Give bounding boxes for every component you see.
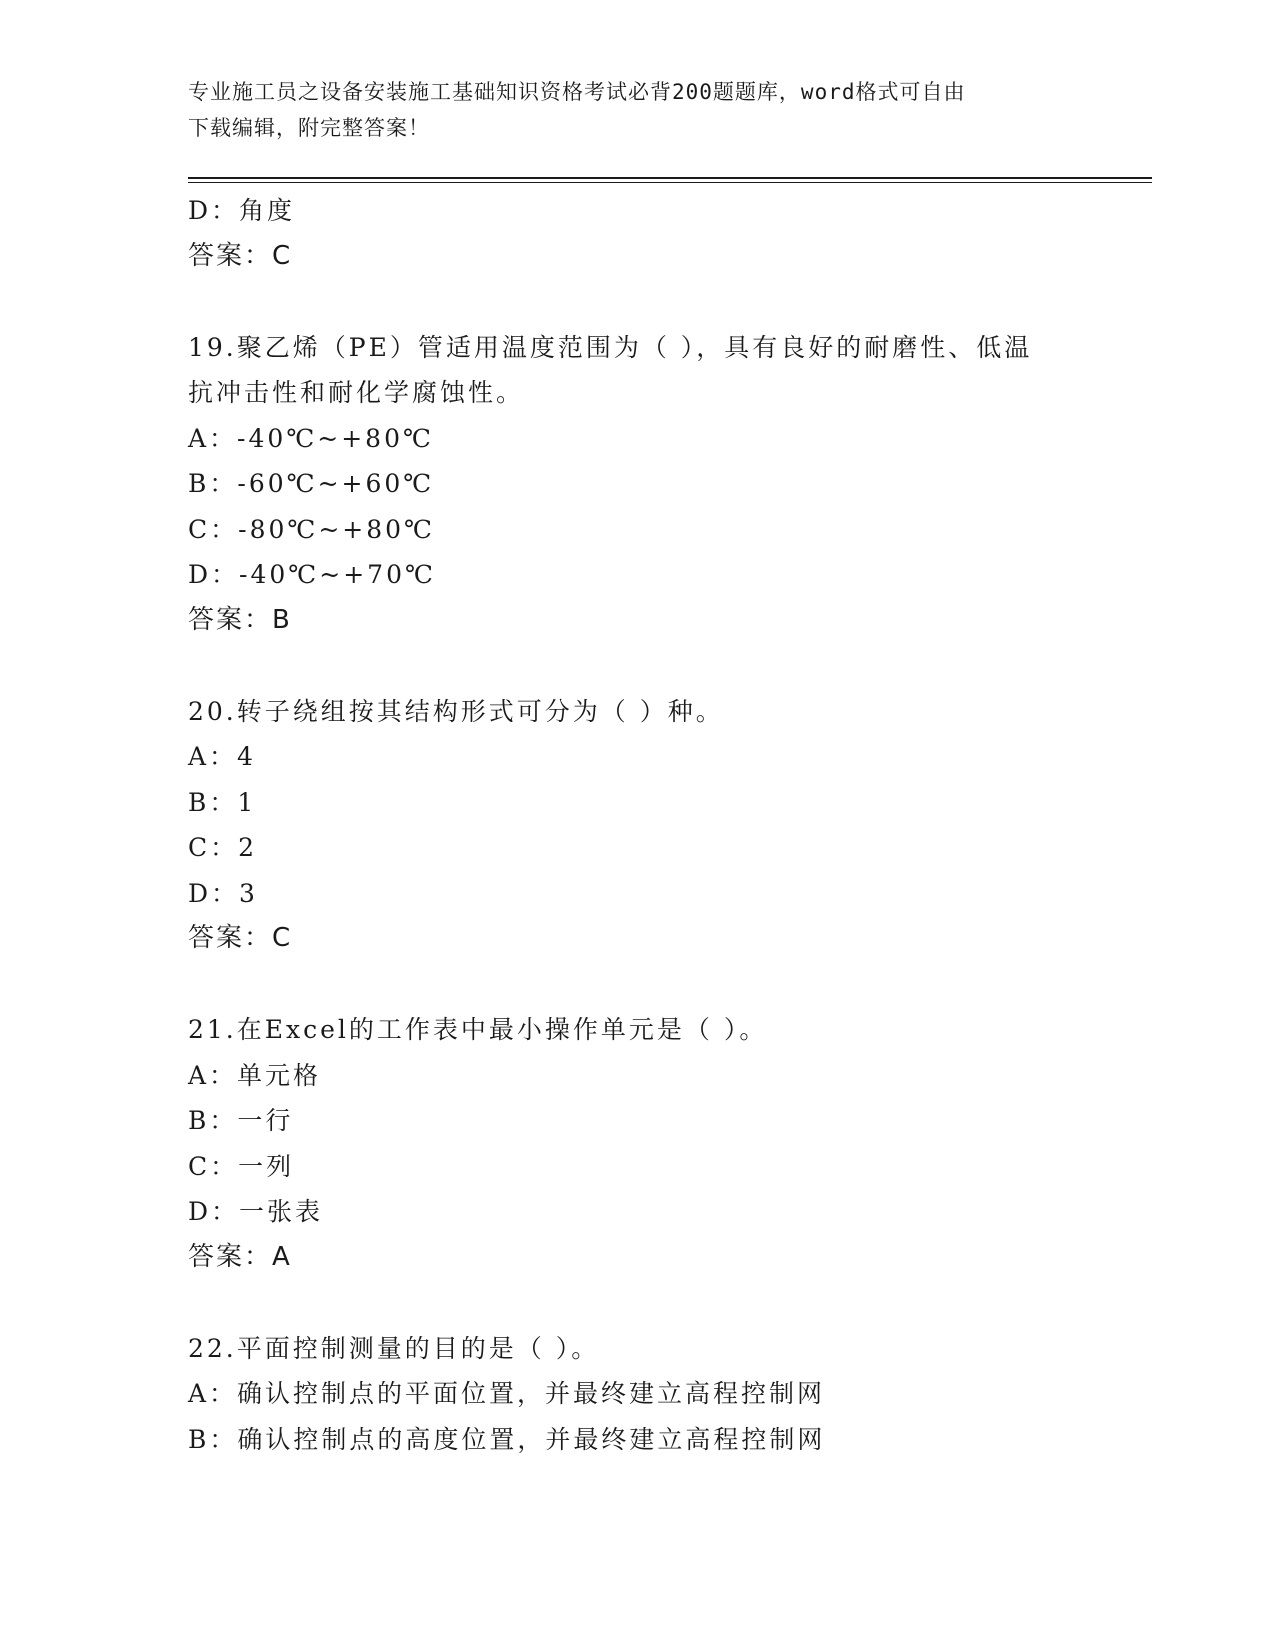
spacer bbox=[188, 279, 1148, 325]
spacer bbox=[188, 643, 1148, 689]
answer: 答案：C bbox=[188, 923, 293, 953]
option-d: D：一张表 bbox=[188, 1197, 324, 1226]
option-a: A：4 bbox=[188, 742, 256, 771]
prev-answer: 答案：C bbox=[188, 240, 293, 271]
question-stem: 19.聚乙烯（PE）管适用温度范围为（ ），具有良好的耐磨性、低温 bbox=[188, 332, 1033, 362]
spacer bbox=[188, 962, 1148, 1008]
prev-option-d: D：角度 bbox=[188, 196, 296, 225]
option-a: A：确认控制点的平面位置，并最终建立高程控制网 bbox=[188, 1379, 826, 1408]
header-rule-thin bbox=[188, 182, 1152, 183]
document-header bbox=[188, 74, 1078, 146]
question-20 bbox=[188, 689, 1148, 962]
question-stem: 22.平面控制测量的目的是（ ）。 bbox=[188, 1333, 600, 1363]
option-c: C：-80℃~+80℃ bbox=[188, 514, 436, 544]
option-d: D：-40℃~+70℃ bbox=[188, 560, 436, 589]
header-line-1: 专业施工员之设备安装施工基础知识资格考试必背200题题库，word格式可自由 bbox=[188, 80, 966, 104]
document-body bbox=[188, 188, 1148, 1462]
header-rule-thick bbox=[188, 177, 1152, 179]
option-d: D：3 bbox=[188, 878, 258, 908]
spacer bbox=[188, 1280, 1148, 1326]
header-line-2: 下载编辑，附完整答案！ bbox=[188, 116, 430, 140]
option-b: B：一行 bbox=[188, 1106, 294, 1135]
option-c: C：2 bbox=[188, 833, 258, 862]
answer: 答案：B bbox=[188, 604, 292, 635]
question-stem: 21.在Excel的工作表中最小操作单元是（ ）。 bbox=[188, 1015, 768, 1044]
option-a: A：单元格 bbox=[188, 1060, 322, 1090]
option-b: B：确认控制点的高度位置，并最终建立高程控制网 bbox=[188, 1424, 826, 1454]
option-c: C：一列 bbox=[188, 1151, 295, 1181]
option-b: B：-60℃~+60℃ bbox=[188, 469, 435, 498]
answer: 答案：A bbox=[188, 1241, 292, 1272]
option-b: B：1 bbox=[188, 787, 257, 817]
question-19 bbox=[188, 325, 1148, 644]
question-stem: 20.转子绕组按其结构形式可分为（ ）种。 bbox=[188, 696, 724, 726]
question-stem-continued: 抗冲击性和耐化学腐蚀性。 bbox=[188, 378, 525, 407]
question-22 bbox=[188, 1326, 1148, 1463]
option-a: A：-40℃~+80℃ bbox=[188, 423, 434, 453]
question-21 bbox=[188, 1007, 1148, 1280]
